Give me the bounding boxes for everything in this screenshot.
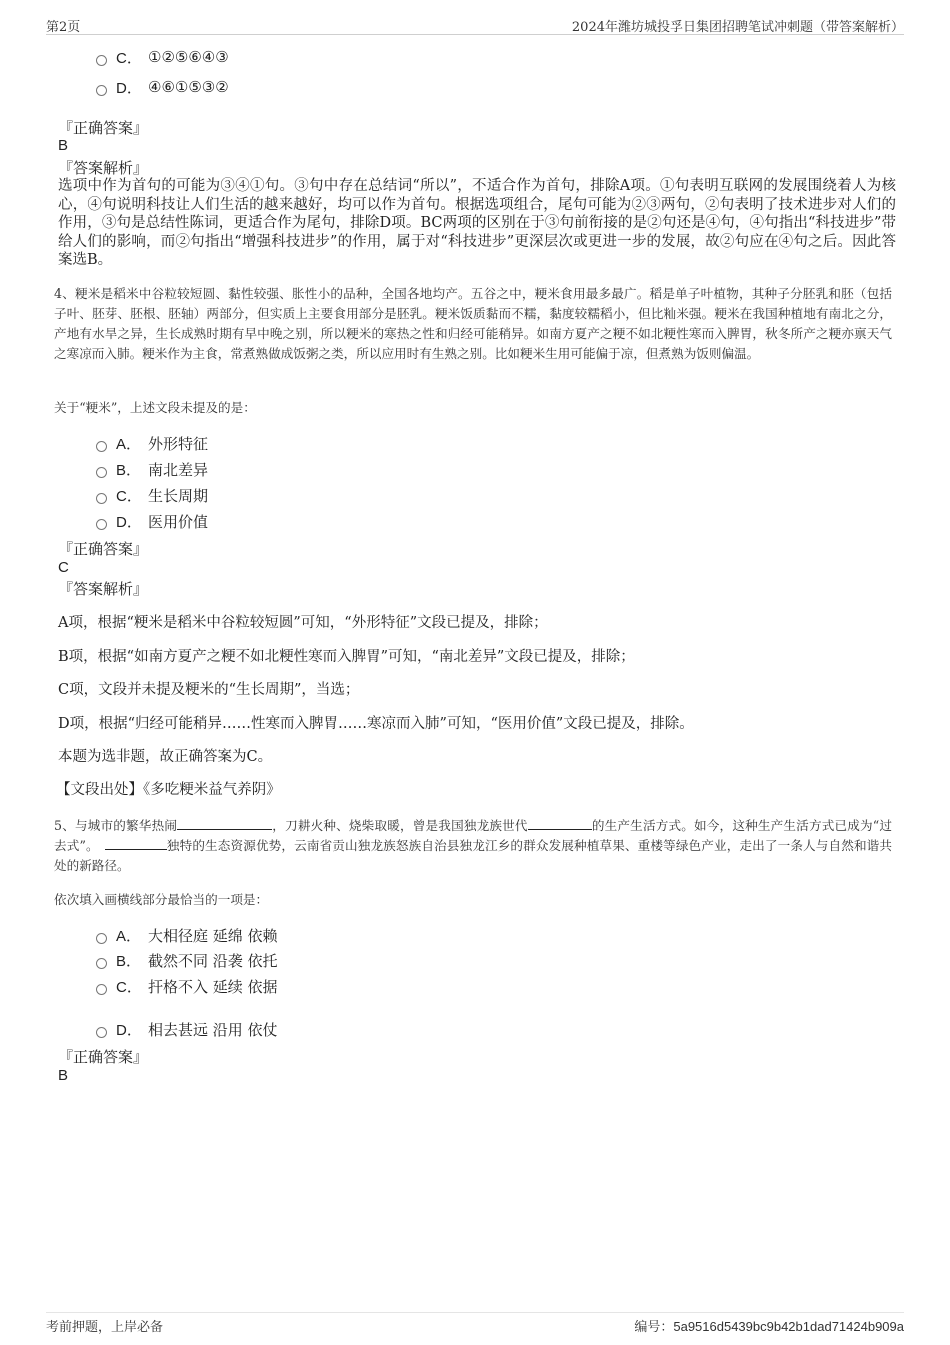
option-text: 南北差异 (148, 460, 209, 479)
q4-answer-label: 『正确答案』 (58, 540, 149, 558)
radio-icon[interactable] (96, 467, 107, 478)
option-key: D． (116, 79, 142, 97)
q4-source: 【文段出处】《多吃粳米益气养阴》 (56, 782, 281, 798)
radio-icon[interactable] (96, 519, 107, 530)
q4-option-c[interactable] (96, 484, 208, 506)
q5-passage-part-2: ，刀耕火种、烧柴取暖，曾是我国独龙族世代 (272, 818, 528, 833)
document-title: 2024年潍坊城投孚日集团招聘笔试冲刺题（带答案解析） (571, 20, 904, 35)
option-text: ④⑥①⑤③② (148, 78, 229, 96)
q3-option-d[interactable] (96, 76, 229, 98)
q4-option-b[interactable] (96, 458, 208, 480)
q4-answer: C (58, 559, 69, 576)
q3-option-c[interactable] (96, 46, 229, 68)
q4-explanation-d: D项，根据“归经可能稍异……性寒而入脾胃……寒凉而入肺”可知，“医用价值”文段已提及，排除。 (58, 716, 694, 732)
footer-code-wrap (634, 1316, 904, 1335)
option-text: 外形特征 (148, 434, 209, 453)
q5-option-d[interactable] (96, 1018, 278, 1040)
option-key: C． (116, 978, 142, 996)
option-text: 扞格不入 延续 依据 (148, 977, 278, 996)
q5-option-a[interactable] (96, 924, 278, 946)
blank-1[interactable] (177, 817, 272, 830)
q4-conclusion: 本题为选非题，故正确答案为C。 (58, 749, 273, 765)
radio-icon[interactable] (96, 493, 107, 504)
option-key: B． (116, 461, 142, 479)
option-text: 生长周期 (148, 486, 209, 505)
option-key: A． (116, 435, 142, 453)
option-key: C． (116, 487, 142, 505)
footer-slogan: 考前押题，上岸必备 (46, 1320, 164, 1335)
q4-stem: 关于“粳米”，上述文段未提及的是： (54, 400, 256, 415)
radio-icon[interactable] (96, 958, 107, 969)
q4-passage: 4、粳米是稻米中谷粒较短圆、黏性较强、胀性小的品种，全国各地均产。五谷之中，粳米食用最多最广。稻是单子叶植物，其种子分胚乳和胚（包括子叶、胚芽、胚根、胚轴）两部分，但实质上主要食用部分是胚乳。粳米饭质黏而不糯，黏度较糯稻小，但比籼米强。粳米在我国种植地有南北之分，产地有水旱之异，生长成熟时期有早中晚之别，所以粳米的寒热之性和归经可能稍异。如南方夏产之粳不如北粳性寒而入脾胃，秋冬所产之粳亦禀天气之寒凉而入肺。粳米作为主食，常煮熟做成饭粥之类，所以应用时有生熟之别。比如粳米生用可能偏于凉，但煮熟为饭则偏温。 (54, 286, 892, 361)
q4-explanation-a: A项，根据“粳米是稻米中谷粒较短圆”可知，“外形特征”文段已提及，排除； (58, 615, 548, 631)
q5-option-b[interactable] (96, 949, 278, 971)
option-key: D． (116, 1021, 142, 1039)
page-header (46, 14, 904, 35)
q5-option-c[interactable] (96, 975, 278, 997)
q4-option-d[interactable] (96, 510, 208, 532)
q5-passage-part-4: 独特的生态资源优势，云南省贡山独龙族怒族自治县独龙江乡的群众发展种植草果、重楼等绿色产业，走出了一条人与自然和谐共处的新路径。 (54, 838, 892, 873)
page-footer (46, 1312, 904, 1333)
radio-icon[interactable] (96, 441, 107, 452)
blank-2[interactable] (528, 817, 592, 830)
radio-icon[interactable] (96, 1027, 107, 1038)
radio-icon[interactable] (96, 933, 107, 944)
footer-code-label: 编号： (634, 1320, 674, 1335)
blank-3[interactable] (105, 837, 167, 850)
option-key: D． (116, 513, 142, 531)
option-key: A． (116, 927, 142, 945)
q3-answer-label: 『正确答案』 (58, 119, 149, 137)
option-text: 截然不同 沿袭 依托 (148, 951, 278, 970)
q5-passage (54, 816, 892, 876)
page-number: 第2页 (46, 20, 81, 35)
radio-icon[interactable] (96, 85, 107, 96)
q5-passage-part-1: 5、与城市的繁华热闹 (54, 818, 178, 833)
option-key: C． (116, 49, 142, 67)
q5-answer-label: 『正确答案』 (58, 1048, 149, 1066)
q4-explanation-b: B项，根据“如南方夏产之粳不如北粳性寒而入脾胃”可知，“南北差异”文段已提及，排除； (58, 649, 635, 665)
q5-answer: B (58, 1067, 69, 1084)
q3-analysis: 选项中作为首句的可能为③④①句。③句中存在总结词“所以”，不适合作为首句，排除A项。①句表明互联网的发展围绕着人为核心，④句说明科技让人们生活的越来越好，均可以作为首句。根据选项组合，尾句可能为②③两句，②句表明了技术进步对人们的作用，③句是总结性陈词，更适合作为尾句，排除D项。BC两项的区别在于③句前衔接的是②句还是④句，④句指出“科技进步”带给人们的影响，而②句指出“增强科技进步”的作用，属于对“科技进步”更深层次或更进一步的发展，故②句应在④句之后。因此答案选B。 (58, 178, 896, 268)
q5-stem: 依次填入画横线部分最恰当的一项是： (54, 892, 269, 907)
q4-option-a[interactable] (96, 432, 208, 454)
q4-explanation-c: C项，文段并未提及粳米的“生长周期”，当选； (58, 682, 360, 698)
option-text: 医用价值 (148, 512, 209, 531)
q3-answer: B (58, 137, 69, 154)
q3-analysis-label: 『答案解析』 (58, 159, 149, 177)
q5-passage-part-3: 的生产生活方式。如今，这种生产生活方式已成为“过去式”。 (54, 818, 892, 853)
option-text: ①②⑤⑥④③ (148, 48, 229, 66)
option-text: 大相径庭 延绵 依赖 (148, 926, 278, 945)
option-text: 相去甚远 沿用 依仗 (148, 1020, 278, 1039)
option-key: B． (116, 952, 142, 970)
radio-icon[interactable] (96, 55, 107, 66)
q4-analysis-label: 『答案解析』 (58, 580, 149, 598)
radio-icon[interactable] (96, 984, 107, 995)
footer-code: 5a9516d5439bc9b42b1dad71424b909a (673, 1319, 904, 1334)
